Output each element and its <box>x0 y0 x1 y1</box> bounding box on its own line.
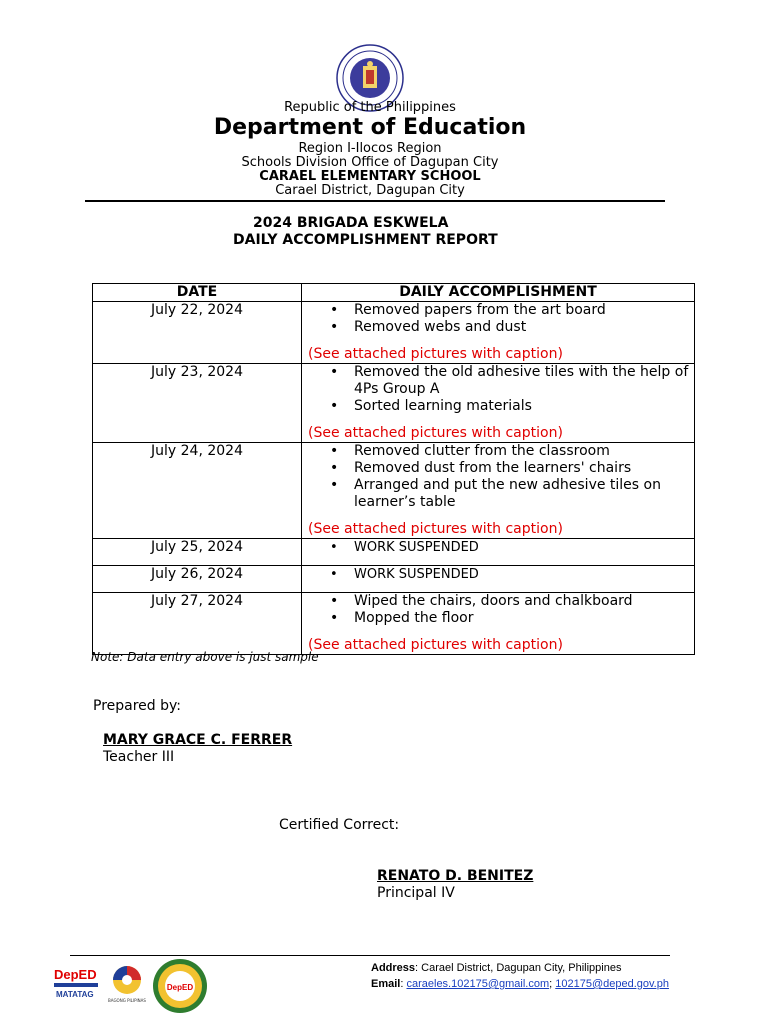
region-text: Region I-Ilocos Region <box>298 141 442 156</box>
school-seal-logo <box>152 958 208 1014</box>
school-name: CARAEL ELEMENTARY SCHOOL <box>259 169 481 184</box>
school-seal-deped-text: DepED <box>166 983 194 992</box>
footer-contact <box>371 960 669 992</box>
deped-logo-text: DepED <box>54 967 97 982</box>
department-title: Department of Education <box>213 115 527 140</box>
prepared-by-label: Prepared by: <box>93 698 181 714</box>
preparer-name: MARY GRACE C. FERRER <box>103 732 293 748</box>
certifier-title: Principal IV <box>377 885 455 901</box>
list-item: • Removed the old adhesive tiles with the help of 4Ps Group A <box>354 364 694 398</box>
report-title-line2: DAILY ACCOMPLISHMENT REPORT <box>233 232 498 248</box>
list-item: • Removed papers from the art board <box>354 302 694 319</box>
table-header-row <box>93 284 695 302</box>
table-row <box>93 593 695 655</box>
matatag-logo-text: MATATAG <box>56 990 94 999</box>
sample-note: Note: Data entry above is just sample <box>91 650 319 664</box>
list-item: • WORK SUSPENDED <box>354 566 694 583</box>
email-link-2[interactable]: 102175@deped.gov.ph <box>555 978 669 990</box>
division-text: Schools Division Office of Dagupan City <box>241 155 499 170</box>
list-item: • Wiped the chairs, doors and chalkboard <box>354 593 694 610</box>
footer-rule <box>70 955 670 956</box>
list-item: • Removed dust from the learners' chairs <box>354 460 694 477</box>
accomplishment-cell <box>302 443 695 539</box>
list-item: • WORK SUSPENDED <box>354 539 694 556</box>
list-item: • Removed clutter from the classroom <box>354 443 694 460</box>
accomplishment-cell <box>302 593 695 655</box>
date-cell: July 23, 2024 <box>93 364 302 443</box>
table-row <box>93 443 695 539</box>
date-cell: July 25, 2024 <box>93 539 302 566</box>
list-item: • Removed webs and dust <box>354 319 694 336</box>
district-text: Carael District, Dagupan City <box>275 183 465 198</box>
accomplishment-cell <box>302 364 695 443</box>
email-separator: ; <box>549 978 556 990</box>
caption-note: (See attached pictures with caption) <box>308 637 563 653</box>
accomplishment-cell <box>302 566 695 593</box>
column-header-accomplishment: DAILY ACCOMPLISHMENT <box>302 284 695 302</box>
deped-matatag-logo <box>52 963 102 1005</box>
date-cell: July 24, 2024 <box>93 443 302 539</box>
certifier-name: RENATO D. BENITEZ <box>377 868 534 884</box>
accomplishment-table <box>92 283 695 655</box>
address-line <box>371 960 669 976</box>
list-item: • Arranged and put the new adhesive tiles on learner’s table <box>354 477 694 511</box>
accomplishment-cell <box>302 539 695 566</box>
list-item: • Sorted learning materials <box>354 398 694 415</box>
table-row <box>93 364 695 443</box>
caption-note: (See attached pictures with caption) <box>308 425 563 441</box>
date-cell: July 27, 2024 <box>93 593 302 655</box>
column-header-date: DATE <box>93 284 302 302</box>
date-cell: July 22, 2024 <box>93 302 302 364</box>
date-cell: July 26, 2024 <box>93 566 302 593</box>
address-label: Address <box>371 962 416 974</box>
table-row <box>93 539 695 566</box>
table-row <box>93 566 695 593</box>
accomplishment-cell <box>302 302 695 364</box>
bagong-pilipinas-logo <box>106 963 148 1005</box>
list-item: • Mopped the floor <box>354 610 694 627</box>
bagong-pilipinas-text: BAGONG PILIPINAS <box>108 998 146 1003</box>
caption-note: (See attached pictures with caption) <box>308 346 563 362</box>
caption-note: (See attached pictures with caption) <box>308 521 563 537</box>
address-value: : Carael District, Dagupan City, Philippines <box>415 962 622 974</box>
report-title-line1: 2024 BRIGADA ESKWELA <box>253 215 449 231</box>
email-label: Email <box>371 978 401 990</box>
email-line: Email: caraeles.102175@gmail.com; 102175@deped.gov.ph <box>371 978 669 990</box>
table-row <box>93 302 695 364</box>
header-rule <box>85 200 665 202</box>
certified-correct-label: Certified Correct: <box>279 817 400 833</box>
republic-text: Republic of the Philippines <box>284 100 456 115</box>
preparer-title: Teacher III <box>103 749 175 765</box>
email-link-1[interactable]: caraeles.102175@gmail.com <box>406 978 550 990</box>
